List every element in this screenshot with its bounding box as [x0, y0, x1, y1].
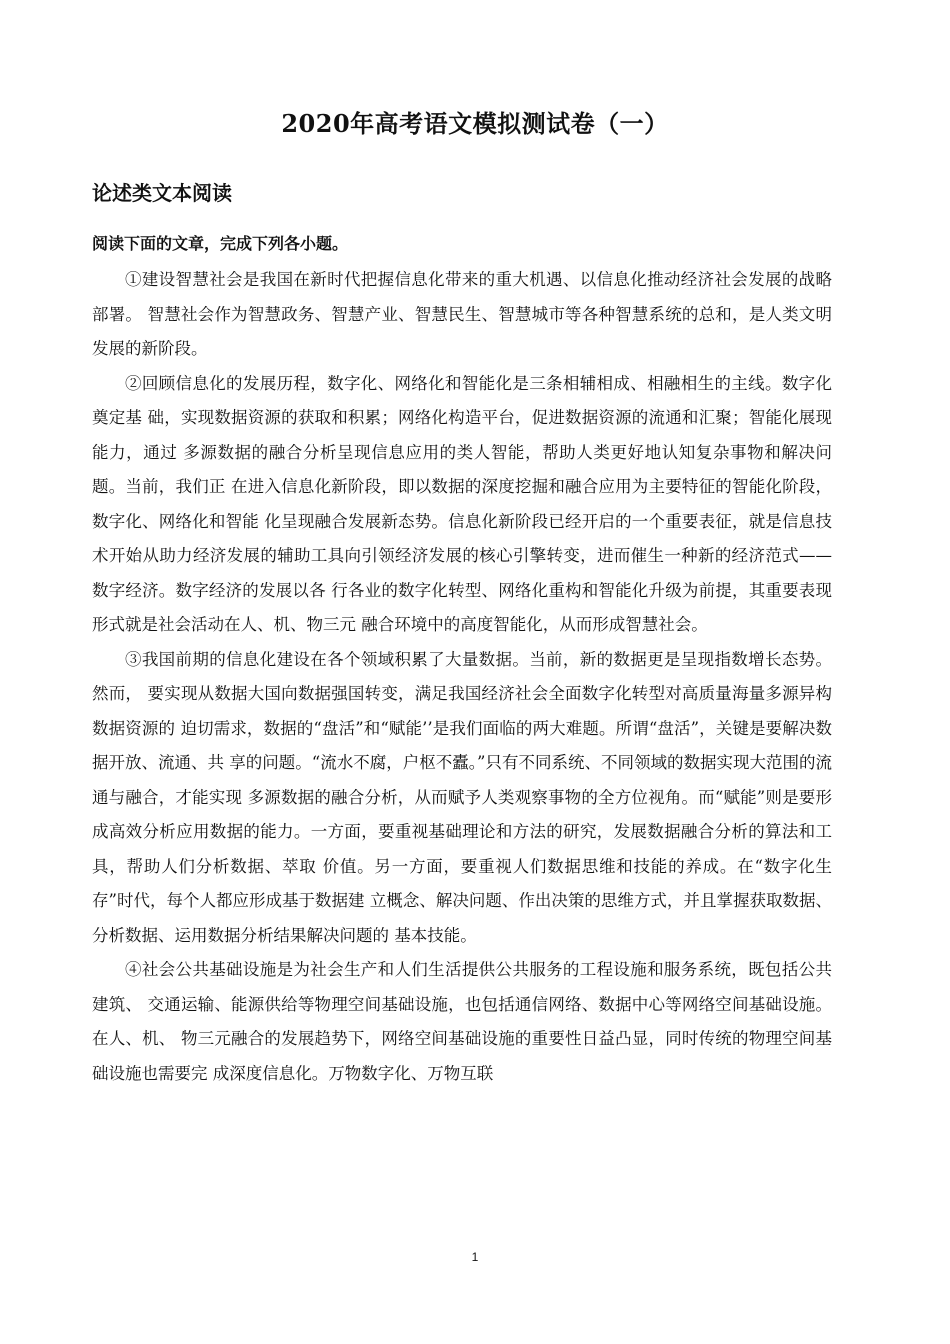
reading-instruction: 阅读下面的文章，完成下列各小题。 [92, 234, 349, 253]
document-title: 2020年高考语文模拟测试卷（一） [281, 109, 669, 138]
paragraph-1: ①建设智慧社会是我国在新时代把握信息化带来的重大机遇、以信息化推动经济社会发展的战略部署。 智慧社会作为智慧政务、智慧产业、智慧民生、智慧城市等各种智慧系统的总和，是人类文明发展的新阶段。 [92, 270, 832, 358]
paragraph-3: ③我国前期的信息化建设在各个领域积累了大量数据。当前，新的数据更是呈现指数增长态势。然而， 要实现从数据大国向数据强国转变，满足我国经济社会全面数字化转型对高质量海量多源异构数据资源的 迫切需求，数据的“盘活”和“赋能’’是我们面临的两大难题。所谓“盘活”，关键是要解决数据开放、流通、共 享的问题。“流水不腐，户枢不蠹。”只有不同系统、不同领域的数据实现大范围的流通与融合，才能实现 多源数据的融合分析，从而赋予人类观察事物的全方位视角。而“赋能”则是要形成高效分析应用数据的能力。一方面，要重视基础理论和方法的研究，发展数据融合分析的算法和工具，帮助人们分析数据、萃取 价值。另一方面，要重视人们数据思维和技能的养成。在“数字化生存”时代，每个人都应形成基于数据建 立概念、解决问题、作出决策的思维方式，并且掌握获取数据、分析数据、运用数据分析结果解决问题的 基本技能。 [92, 649, 832, 945]
paragraph-2: ②回顾信息化的发展历程，数字化、网络化和智能化是三条相辅相成、相融相生的主线。数字化奠定基 础，实现数据资源的获取和积累；网络化构造平台，促进数据资源的流通和汇聚；智能化展现能力，通过 多源数据的融合分析呈现信息应用的类人智能，帮助人类更好地认知复杂事物和解决问题。当前，我们正 在进入信息化新阶段，即以数据的深度挖掘和融合应用为主要特征的智能化阶段，数字化、网络化和智能 化呈现融合发展新态势。信息化新阶段已经开启的一个重要表征，就是信息技术开始从助力经济发展的辅助工具向引领经济发展的核心引擎转变，进而催生一种新的经济范式——数字经济。数字经济的发展以各 行各业的数字化转型、网络化重构和智能化升级为前提，其重要表现形式就是社会活动在人、机、物三元 融合环境中的高度智能化，从而形成智慧社会。 [92, 373, 832, 634]
page-number: 1 [471, 1250, 479, 1264]
article-body [92, 263, 832, 1091]
section-heading: 论述类文本阅读 [92, 181, 232, 205]
paragraph-4: ④社会公共基础设施是为社会生产和人们生活提供公共服务的工程设施和服务系统，既包括公共建筑、 交通运输、能源供给等物理空间基础设施，也包括通信网络、数据中心等网络空间基础设施。在人、机、 物三元融合的发展趋势下，网络空间基础设施的重要性日益凸显，同时传统的物理空间基础设施也需要完 成深度信息化。万物数字化、万物互联 [92, 960, 832, 1083]
